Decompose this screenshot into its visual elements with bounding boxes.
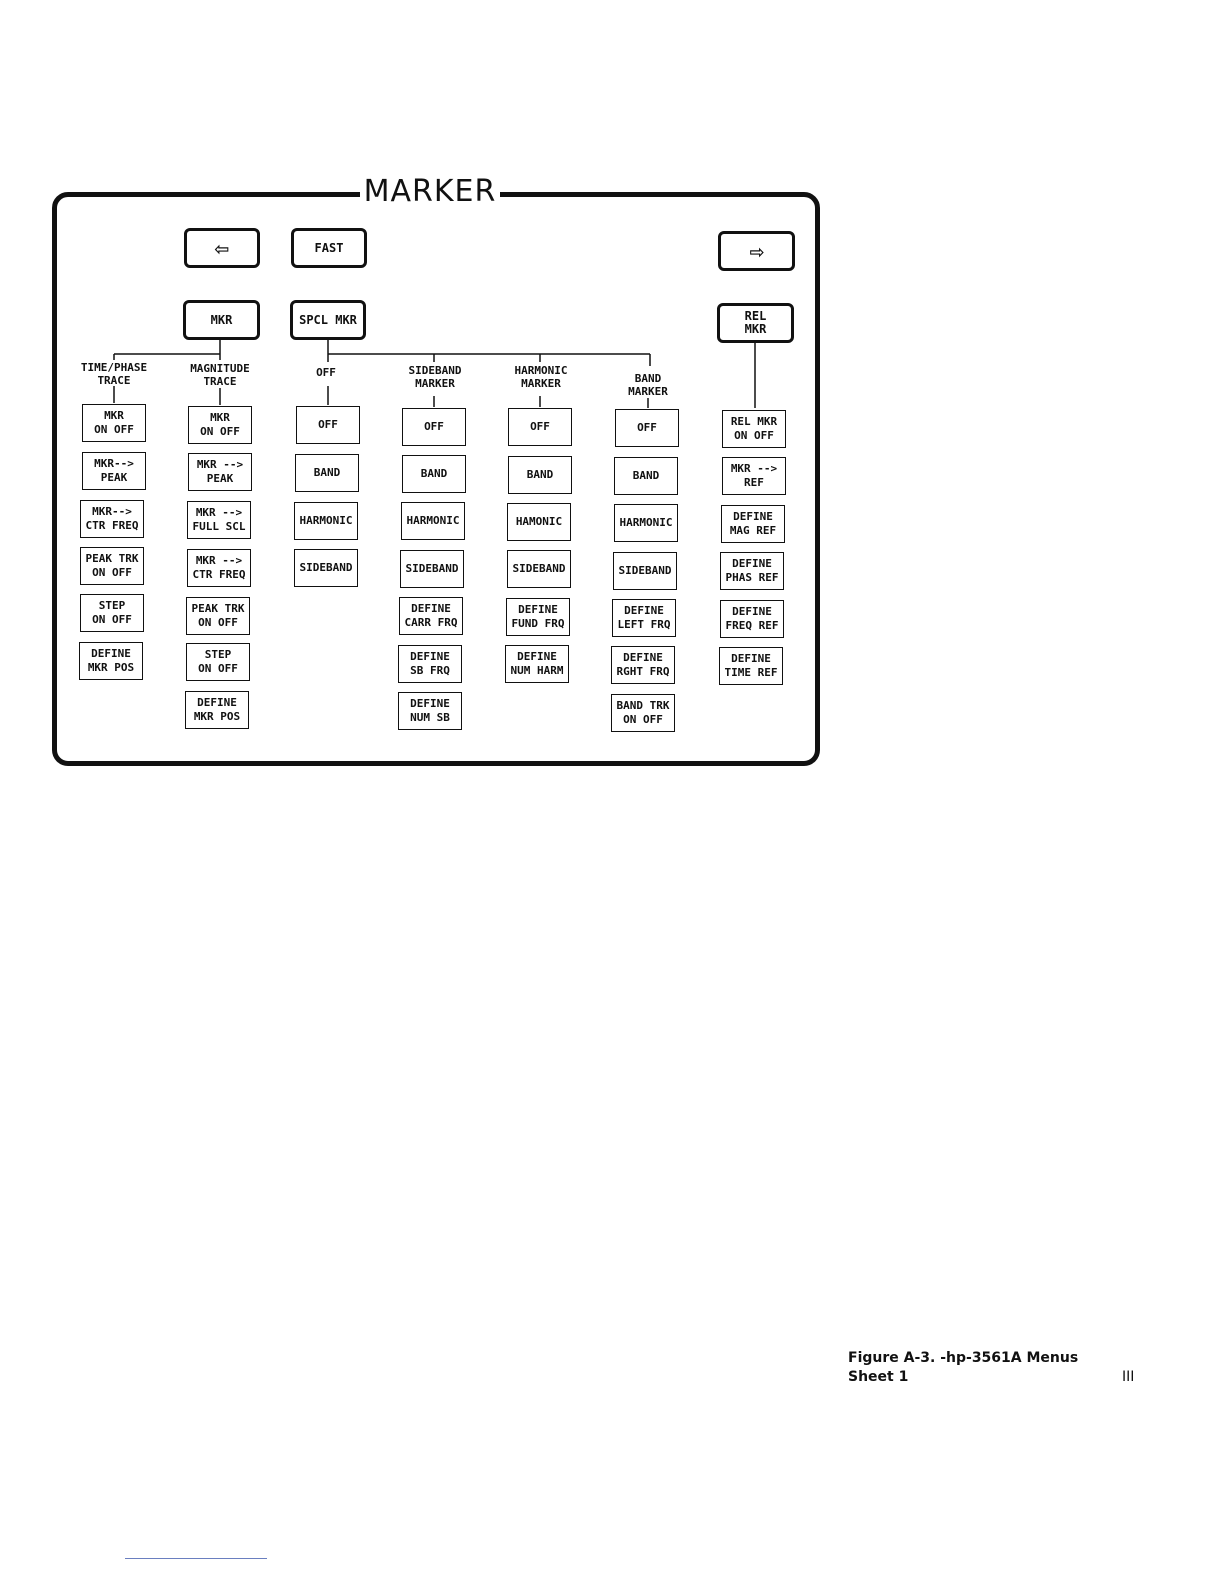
panel-title: MARKER (360, 172, 500, 212)
softkey-harm-hamonic[interactable]: HAMONIC (507, 503, 571, 541)
softkey-rel-mkr-ref[interactable]: MKR --> REF (722, 457, 786, 495)
softkey-band-define-rght-frq[interactable]: DEFINE RGHT FRQ (611, 646, 675, 684)
header-magnitude-trace: MAGNITUDE TRACE (190, 362, 250, 388)
softkey-harm-define-fund-frq[interactable]: DEFINE FUND FRQ (506, 598, 570, 636)
softkey-band-trk-on-off[interactable]: BAND TRK ON OFF (611, 694, 675, 732)
softkey-rel-define-time-ref[interactable]: DEFINE TIME REF (719, 647, 783, 685)
softkey-mag-define-mkr-pos[interactable]: DEFINE MKR POS (185, 691, 249, 729)
mkr-key[interactable]: MKR (183, 300, 260, 340)
softkey-harm-band[interactable]: BAND (508, 456, 572, 494)
softkey-off-band[interactable]: BAND (295, 454, 359, 492)
footer-rule (125, 1558, 267, 1559)
softkey-mag-step[interactable]: STEP ON OFF (186, 643, 250, 681)
softkey-harm-sideband[interactable]: SIDEBAND (507, 550, 571, 588)
softkey-harm-off[interactable]: OFF (508, 408, 572, 446)
caption-line-1: Figure A-3. -hp-3561A Menus (848, 1350, 1079, 1366)
softkey-mag-mkr-on-off[interactable]: MKR ON OFF (188, 406, 252, 444)
header-harmonic-marker: HARMONIC MARKER (514, 364, 568, 390)
softkey-tp-step[interactable]: STEP ON OFF (80, 594, 144, 632)
softkey-band-harmonic[interactable]: HARMONIC (614, 504, 678, 542)
softkey-band-sideband[interactable]: SIDEBAND (613, 552, 677, 590)
softkey-rel-mkr-on-off[interactable]: REL MKR ON OFF (722, 410, 786, 448)
softkey-sb-define-sb-frq[interactable]: DEFINE SB FRQ (398, 645, 462, 683)
softkey-sb-off[interactable]: OFF (402, 408, 466, 446)
softkey-tp-mkr-on-off[interactable]: MKR ON OFF (82, 404, 146, 442)
rel-mkr-key[interactable]: REL MKR (717, 303, 794, 343)
softkey-sb-sideband[interactable]: SIDEBAND (400, 550, 464, 588)
spcl-mkr-key[interactable]: SPCL MKR (290, 300, 366, 340)
softkey-sb-define-carr-frq[interactable]: DEFINE CARR FRQ (399, 597, 463, 635)
softkey-rel-define-mag-ref[interactable]: DEFINE MAG REF (721, 505, 785, 543)
softkey-band-band[interactable]: BAND (614, 457, 678, 495)
softkey-off-harmonic[interactable]: HARMONIC (294, 502, 358, 540)
fast-key[interactable]: FAST (291, 228, 367, 268)
page-number: III (1122, 1369, 1135, 1385)
softkey-rel-define-phas-ref[interactable]: DEFINE PHAS REF (720, 552, 784, 590)
softkey-mag-peak-trk[interactable]: PEAK TRK ON OFF (186, 597, 250, 635)
softkey-harm-define-num-harm[interactable]: DEFINE NUM HARM (505, 645, 569, 683)
softkey-band-define-left-frq[interactable]: DEFINE LEFT FRQ (612, 599, 676, 637)
softkey-tp-peak-trk[interactable]: PEAK TRK ON OFF (80, 547, 144, 585)
right-arrow-key[interactable]: ⇨ (718, 231, 795, 271)
header-band-marker: BAND MARKER (628, 372, 668, 398)
header-sideband-marker: SIDEBAND MARKER (408, 364, 462, 390)
softkey-sb-harmonic[interactable]: HARMONIC (401, 502, 465, 540)
caption-line-2: Sheet 1 (848, 1369, 909, 1385)
softkey-tp-define-mkr-pos[interactable]: DEFINE MKR POS (79, 642, 143, 680)
header-off: OFF (316, 366, 336, 379)
softkey-off-sideband[interactable]: SIDEBAND (294, 549, 358, 587)
softkey-band-off[interactable]: OFF (615, 409, 679, 447)
softkey-mag-mkr-full-scl[interactable]: MKR --> FULL SCL (187, 501, 251, 539)
softkey-off-off[interactable]: OFF (296, 406, 360, 444)
softkey-mag-mkr-peak[interactable]: MKR --> PEAK (188, 453, 252, 491)
softkey-tp-mkr-peak[interactable]: MKR--> PEAK (82, 452, 146, 490)
softkey-mag-mkr-ctr-freq[interactable]: MKR --> CTR FREQ (187, 549, 251, 587)
softkey-rel-define-freq-ref[interactable]: DEFINE FREQ REF (720, 600, 784, 638)
softkey-tp-mkr-ctr-freq[interactable]: MKR--> CTR FREQ (80, 500, 144, 538)
figure-caption (848, 1349, 1078, 1387)
softkey-sb-band[interactable]: BAND (402, 455, 466, 493)
header-time-phase-trace: TIME/PHASE TRACE (80, 361, 148, 387)
softkey-sb-define-num-sb[interactable]: DEFINE NUM SB (398, 692, 462, 730)
left-arrow-key[interactable]: ⇦ (184, 228, 260, 268)
